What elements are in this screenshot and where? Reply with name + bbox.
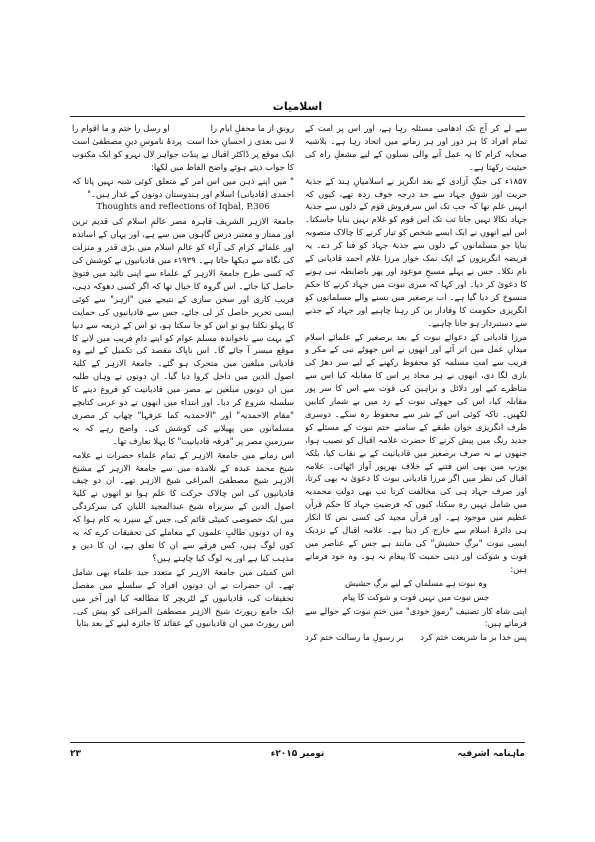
page-number: ۲۳ [70, 749, 81, 759]
left-column [72, 122, 294, 738]
header-rule [70, 116, 525, 117]
journal-name: ماہنامہ اشرفیہ [457, 749, 525, 759]
page-footer [70, 747, 525, 761]
verse-hemistich: پردۂ ناموسِ دینِ مصطفیٰ است [72, 135, 182, 146]
paragraph: اس کمیٹی میں جامعۃ الازہر کے متعدد جید علماء بھی شامل تھے۔ ان حضرات نے ان دونوں افراد کے سلسلے میں مفصل تحقیقات کی، قادیانیوں کے لٹریچر کا مطالعہ کیا اور آخر میں ایک جامع رپورٹ شیخ الازہر مصطفیٰ المراغی کو پیش کی۔ اس رپورٹ میں ان قادیانیوں کے عقائد کا جائزہ لینے کے بعد بتایا [72, 566, 294, 629]
verse-couplet [72, 122, 294, 135]
right-column [305, 122, 527, 738]
paragraph: ایک موقع پر ڈاکٹر اقبال نے پنڈت جواہر لال نہرو کو ایک مکتوب کا جواب دیتے ہوئے واضح الفاظ میں لکھا: [72, 148, 294, 172]
paragraph: ۱۸۵۷ء کی جنگِ آزادی کے بعد انگریز نے اسلامیانِ ہند کے جذبۂ حریت اور شوقِ جہاد سے حد درجہ خوف زدہ تھے، کیوں کہ انہیں علم تھا کہ جب تک اس سرفروش قوم کے دلوں سے جذبۂ جہاد نکالا نہیں جاتا تب تک اس قوم کو غلام نہیں بنایا جاسکتا۔ اس لیے انھوں نے ایک ایسے شخص کو تیار کرنے کا چالاک منصوبہ بنایا جو مسلمانوں کے دلوں سے جذبۂ جہاد کو فنا کر دے۔ یہ فریضہ انگریزوں کے ایک نمک خوار مرزا غلام احمد قادیانی کے نام نکلا۔ جس نے پہلے مسیحِ موعود اور پھر باضابطہ نبی ہونے کا دعویٰ کر دیا۔ اور کہا کہ میری نبوت میں جہاد کرنے کا حکم منسوخ کر دیا گیا ہے۔ اب برصغیر میں بسنے والے مسلمانوں کو انگریزی حکومت کا وفادار بن کر رہنا چاہیے اور جہاد کے جذبے سے دستبردار ہو جانا چاہیے۔ [305, 175, 527, 328]
verse-line: جس نبوت میں نہیں قوت و شوکت کا پیام [342, 591, 490, 602]
paragraph: اپنی شاہ کار تصنیف "رموزِ خودی" میں ختمِ نبوت کے حوالے سے فرماتے ہیں: [305, 605, 527, 629]
verse-hemistich: لا نبی بعدی ز احسانِ خدا است [186, 135, 294, 146]
citation: Thoughts and reflections of Iqbal, P.306 [96, 202, 270, 213]
verse-hemistich: بر رسولِ ما رسالت ختم کرد [305, 632, 404, 643]
verse-hemistich: او رسل را ختم و ما اقوام را [72, 123, 170, 133]
verse-hemistich: پس خدا بر ما شریعت ختم کرد [420, 632, 527, 643]
footer-rule [70, 742, 525, 743]
issue-date: نومبر ۲۰۱۵ء [270, 749, 325, 759]
paragraph: اس زمانے میں جامعۃ الازہر کے تمام علماء حضرات نے علامہ شیخ محمد عبدہ کے تلامذہ میں سے جامعۃ الازہر کے مشیخ الازہر شیخ مصطفیٰ المراغی شیخ الازہر تھے۔ ان دو چیف قادیانیوں کی اس چالاک حرکت کا علم ہوا تو انھوں نے کلیۃ اصول الدین کے سربراہ شیخ عبدالمجید اللبان کی سرکردگی میں ایک خصوصی کمیٹی قائم کی، جس کے سپرد یہ کام ہوا کہ وہ ان دونوں طالبِ علموں کے معاملے کی تحقیقات کرے کہ یہ کون لوگ ہیں، کس فرقے سے ان کا تعلق ہے، ان کا دین و مذہب کیا ہے اور یہ لوگ کیا چاہتے ہیں؟ [72, 449, 294, 563]
verse-hemistich: رونقِ از ما محفلِ ایام را [210, 123, 294, 133]
paragraph: جامعۃ الازہر الشریف قاہرہ مصر عالمِ اسلام کی قدیم ترین اور ممتاز و معتبر درس گاہوں میں سے ہے، اور یہاں کے اساتذہ اور علمائے کرام کی آراء کو عالمِ اسلام میں بڑی قدر و منزلت کی نگاہ سے دیکھا جاتا ہے۔ ۱۹۳۹ء میں قادیانیوں نے کوشش کی کہ کسی طرح جامعۃ الازہر کے علماء سے اپنی تائید میں فتویٰ حاصل کیا جائے۔ اس گروہ کا خیال تھا کہ اگر کسی دھوکہ دہی، فریب کاری اور سخن سازی کے نتیجے میں "ازہر" سے کوئی ایسی تحریر حاصل کر لی جائے، جس سے قادیانیوں کی حمایت کا پہلو نکلتا ہو تو اس کو جا سکتا ہو، تو اس کے ذریعہ سے دنیا کے بہت سے ناخواندہ مسلم عوام کو اپنے دامِ فریب میں لانے کا موقع میسر آ جائے گا۔ اس ناپاک مقصد کی تکمیل کے لیے وہ قادیانی مبلغین میں متحرک ہو گئے۔ جامعۃ الازہر کے کلیۃ اصول الدین میں داخل کروا دیا گیا۔ ان دونوں نے وہاں طلبہ میں ان دونوں مبلغین نے مصر میں قادیانیت کو فروغ دینے کا سلسلہ شروع کر دیا۔ اور ابتداء میں انھوں نے دو عربی کتابچے "مقام الاحمدیہ" اور "الاحمدیہ کما عرفہا" چھاپ کر مصری مسلمانوں میں پھیلانے کی کوشش کی۔ واضح رہے کہ یہ سرزمینِ مصر پر "فرقہ قادیانیت" کا پہلا تعارف تھا۔ [72, 216, 294, 446]
paragraph: مرزا قادیانی کے دعوائے نبوت کے بعد برصغیر کے علمائے اسلام میدانِ عمل میں اتر آئے اور انھوں نے اس جھوٹے نبی کے مکر و فریب سے امتِ مسلمہ کو محفوظ رکھنے کے لیے سر دھڑ کی بازی لگا دی، انھوں نے ہر محاذ پر اس کا مقابلہ کیا اس سے مناظرے کیے اور دلائل و براہین کی قوت سے اس کا سر پور مقابلہ کیا، اس کی جھوٹی نبوت کے رد میں بے شمار کتابیں لکھیں۔ تاکہ کوئی اس کے شر سے محفوظ رہ سکے۔ دوسری طرف انگریزی خوان طبقے کے سامنے ختم نبوت کے مسئلے کو جدید رنگ میں پیش کرنے کا حضرت علامہ اقبال کو نصیب ہوا، جنھوں نے نہ صرف برصغیر میں قادیانیت کے بے نقاب کیا، بلکہ یورپ میں بھی اس فتنے کے خلاف بھرپور آواز اٹھائی۔ علامہ اقبال کی نظر میں اگر مرزا قادیانی نبوت کا دعویٰ نہ بھی کرتا، اور صرف جہاد ہی کی مخالفت کرتا تب بھی دولتِ محمدیہ میں شامل نہیں رہ سکتا، کیوں کہ فرضیتِ جہاد کا حکم قرآن عظیم میں موجود ہے۔ اور قرآن مجید کی کسی نص کا انکار ہی دائرۂ اسلام سے خارج کر دیتا ہے۔ علامہ اقبال کے نزدیک ایسی نبوت "برگِ حشیش" کی مانند ہے جس کے عناصر میں قوت و شوکت اور دینی حمیت کا پیغام نہ ہو۔ وہ خود فرماتے ہیں: [305, 331, 527, 574]
running-header: اسلامیات [272, 100, 323, 113]
quotation: " میں اپنے ذہن میں اس امر کے متعلق کوئی شبہ نہیں پاتا کہ احمدی (قادیانی) اسلام اور ہندوستان دونوں کے غدار ہیں۔" [72, 175, 294, 199]
verse-couplet [305, 631, 527, 644]
verse-couplet [72, 135, 294, 148]
verse-line: وہ نبوت ہے مسلماں کے لیے برگِ حشیش [345, 577, 487, 588]
paragraph: سے لے کر آج تک ادھامی مسئلہ رہا ہے، اور اس پر امت کے تمام افراد کا ہر دور اور ہر زمانے میں اتحاد رہا ہے۔ بلاشبہ صحابہ کرام کا یہ عمل آنے والی نسلوں کے لیے مشعلِ راہ کی حیثیت رکھتا ہے۔ [305, 123, 527, 172]
